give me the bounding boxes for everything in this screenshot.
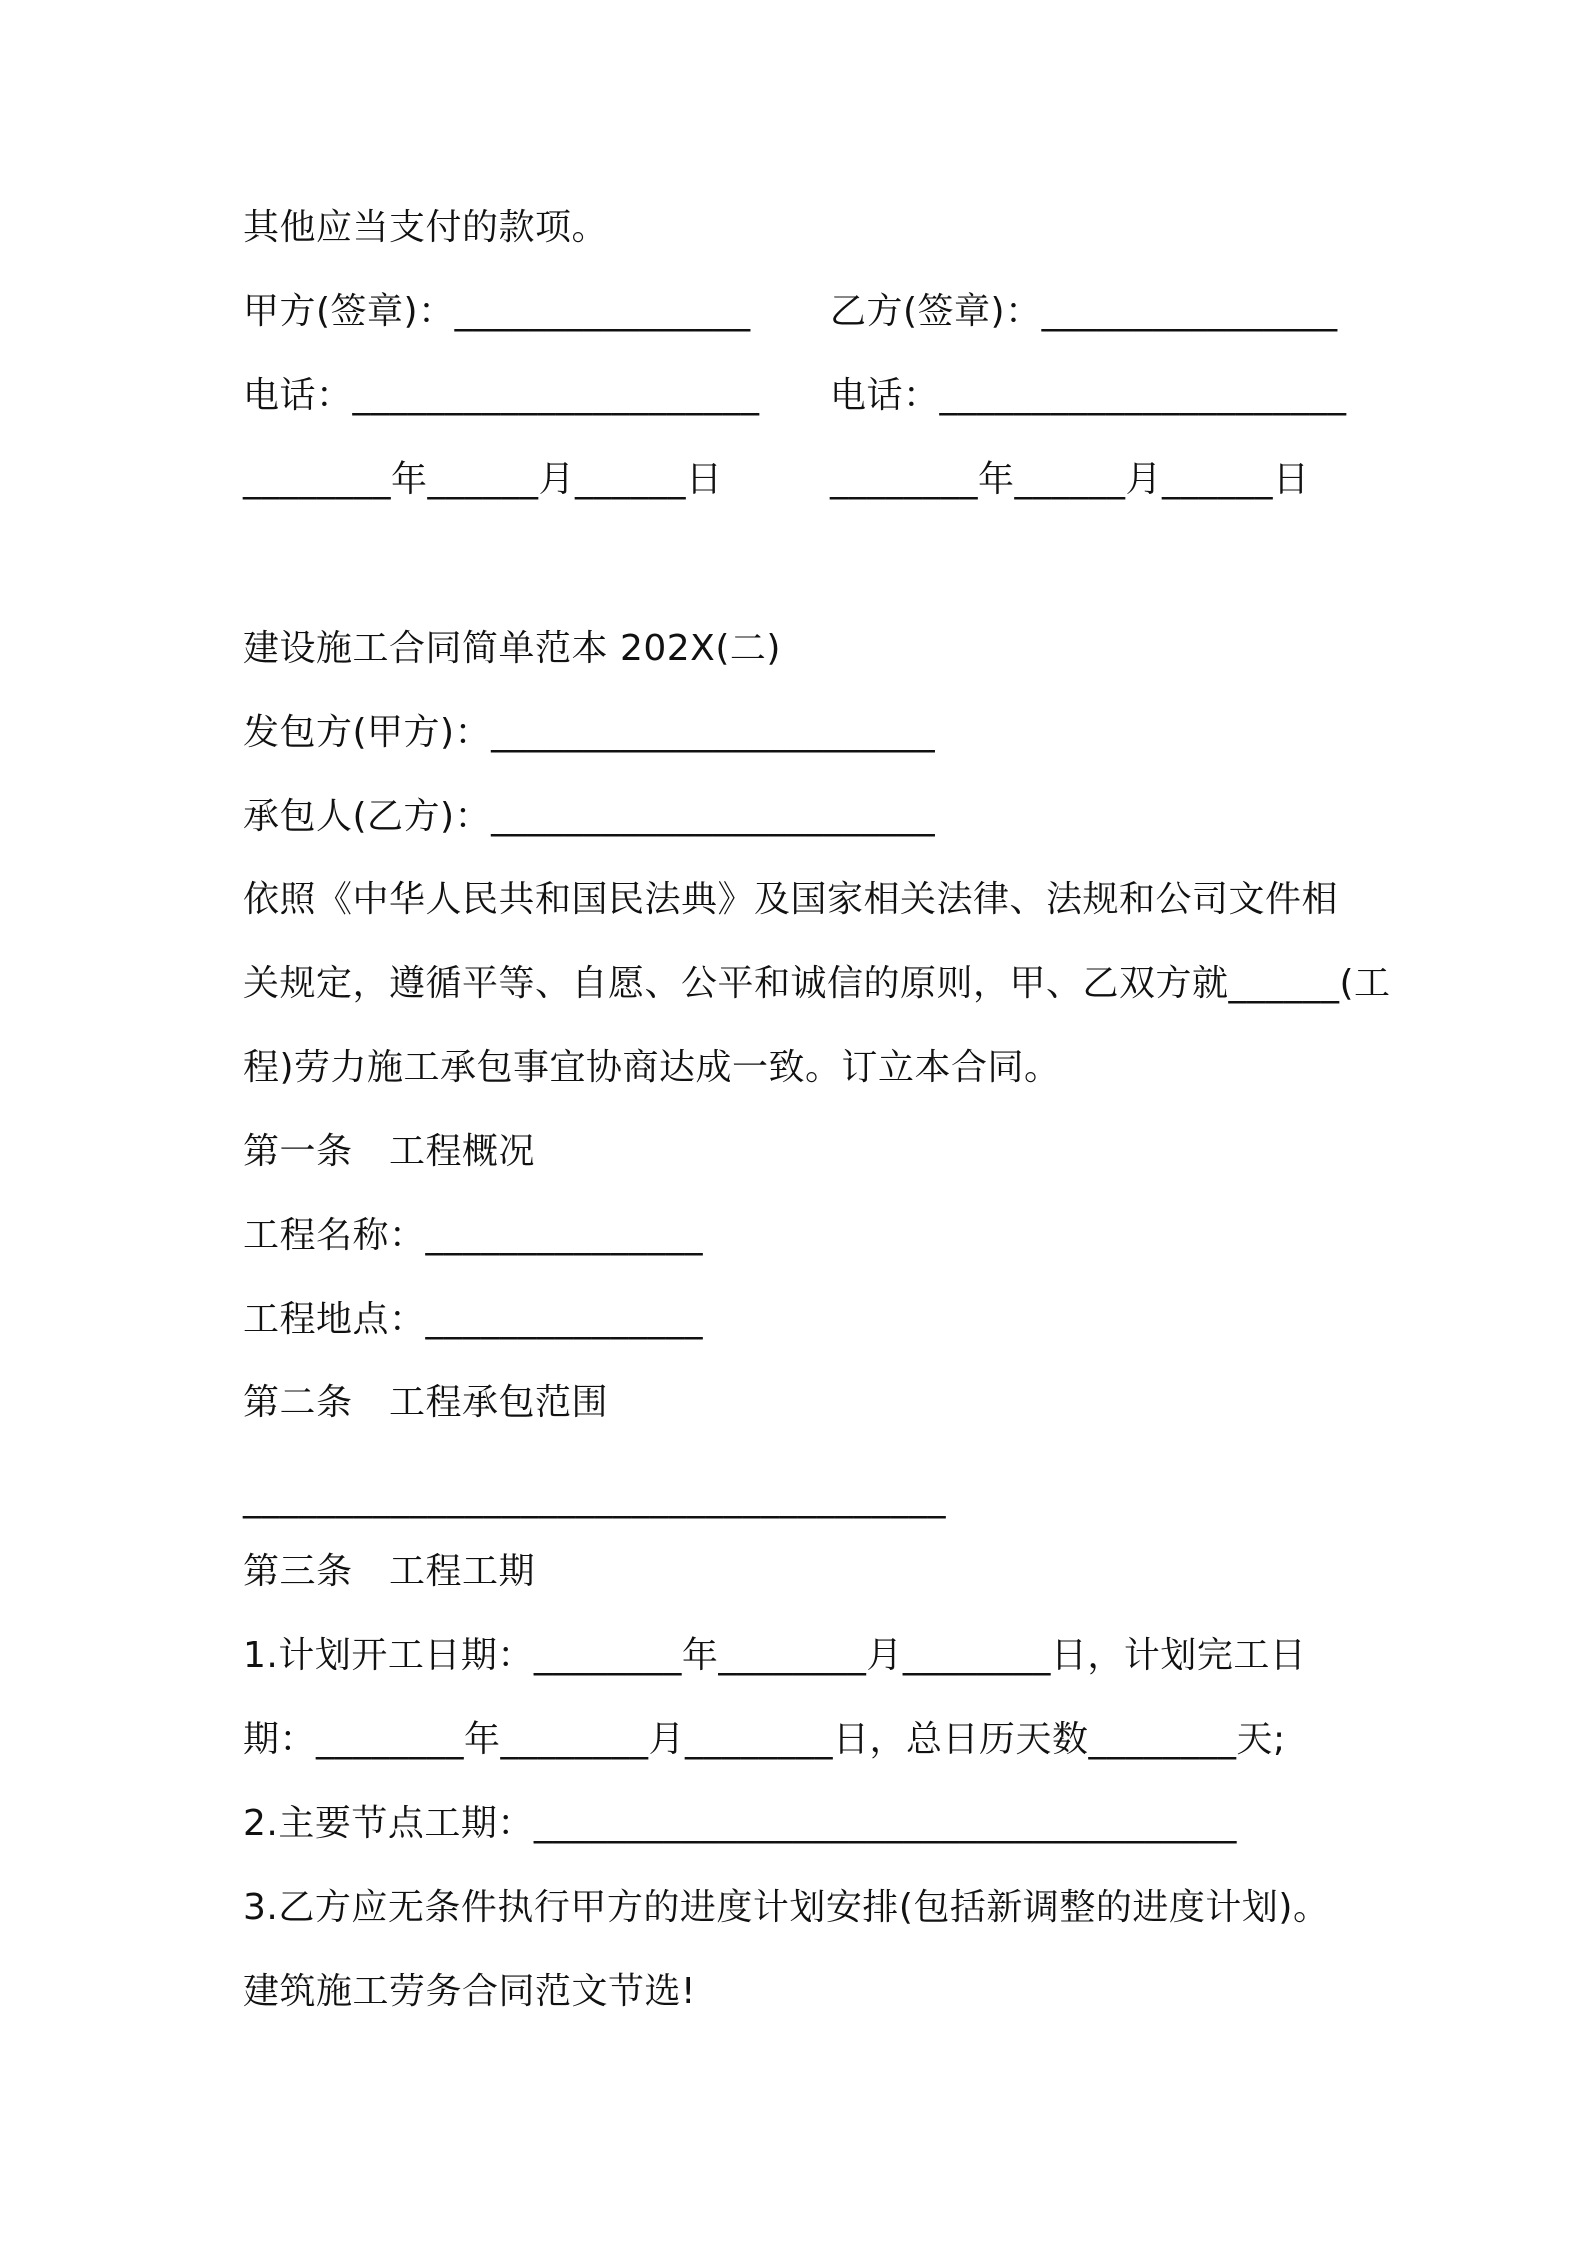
text-line: 2.主要节点工期：______________________________________ — [243, 1803, 1237, 1844]
party-a-date-line: ________年______月______日 — [243, 459, 723, 500]
text-line: 3.乙方应无条件执行甲方的进度计划安排(包括新调整的进度计划)。 — [243, 1887, 1330, 1928]
text-line: 工程名称：_______________ — [243, 1215, 704, 1256]
text-line: 1.计划开工日期：________年________月________日，计划完工日 — [243, 1635, 1307, 1676]
text-line: 期：________年________月________日，总日历天数________天; — [243, 1719, 1286, 1760]
text-line: 其他应当支付的款项。 — [243, 207, 609, 248]
party-a-signature-line: 甲方(签章)：________________ — [243, 291, 751, 332]
text-line: 工程地点：_______________ — [243, 1299, 704, 1340]
text-line: 发包方(甲方)：________________________ — [243, 712, 936, 753]
article-heading: 第一条 工程概况 — [243, 1131, 536, 1172]
paragraph-line: 依照《中华人民共和国民法典》及国家相关法律、法规和公司文件相 — [243, 879, 1339, 920]
paragraph-line: 程)劳力施工承包事宜协商达成一致。订立本合同。 — [243, 1047, 1061, 1088]
section-title: 建设施工合同简单范本 202X(二) — [243, 628, 781, 669]
blank-line: ______________________________________ — [243, 1478, 946, 1519]
text-line: 承包人(乙方)：________________________ — [243, 796, 936, 837]
party-b-signature-line: 乙方(签章)：________________ — [830, 291, 1338, 332]
article-heading: 第三条 工程工期 — [243, 1551, 536, 1592]
party-b-date-line: ________年______月______日 — [830, 459, 1310, 500]
text-line: 建筑施工劳务合同范文节选! — [243, 1971, 696, 2012]
party-b-phone-line: 电话：______________________ — [830, 375, 1347, 416]
paragraph-line: 关规定，遵循平等、自愿、公平和诚信的原则，甲、乙双方就______(工 — [243, 963, 1391, 1004]
party-a-phone-line: 电话：______________________ — [243, 375, 760, 416]
article-heading: 第二条 工程承包范围 — [243, 1382, 609, 1423]
